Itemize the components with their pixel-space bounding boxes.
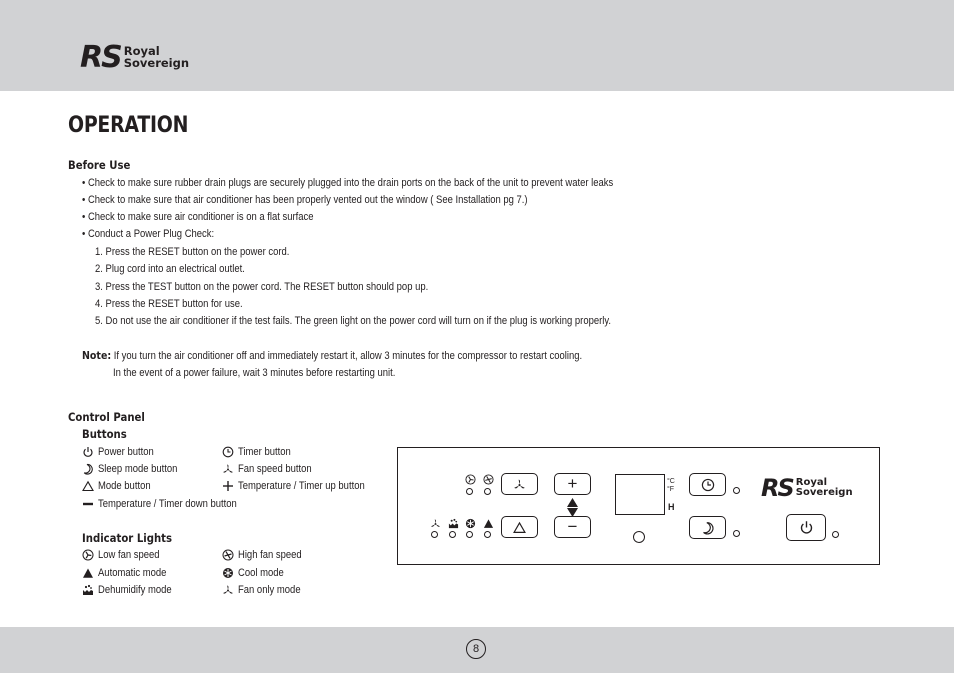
legend-auto: Automatic mode <box>81 565 177 581</box>
legend-down: Temperature / Timer down button <box>81 496 259 512</box>
moon-icon <box>81 462 95 476</box>
legend-mode: Mode button <box>81 478 159 494</box>
legend-fan-speed: Fan speed button <box>221 461 324 477</box>
brand-name: Royal Sovereign <box>123 44 190 70</box>
display-units: °C °F <box>667 478 675 493</box>
clock-icon <box>701 478 715 492</box>
led-display <box>615 474 665 515</box>
fan-speed-button[interactable] <box>501 473 538 495</box>
low-fan-speed-icon <box>81 548 95 562</box>
filled-triangle-icon <box>81 566 95 580</box>
buttons-heading: Buttons <box>82 427 127 441</box>
note-text-continued: In the event of a power failure, wait 3 minutes before restarting unit. <box>113 367 396 379</box>
clock-icon <box>221 445 235 459</box>
legend-low-fan: Low fan speed <box>81 547 170 563</box>
moon-icon <box>701 521 715 535</box>
low-fan-indicator-light <box>466 488 473 495</box>
water-drops-icon <box>81 583 95 597</box>
indicator-lights-heading: Indicator Lights <box>82 531 173 545</box>
filled-triangle-icon <box>482 517 494 529</box>
timer-button[interactable] <box>689 473 726 496</box>
control-panel-diagram <box>397 447 880 565</box>
display-hour-indicator: H <box>668 502 675 512</box>
high-fan-speed-icon <box>482 473 494 485</box>
plug-check-step: 5. Do not use the air conditioner if the test fails. The green light on the power cord will turn on if the plug is working properly. <box>95 315 612 327</box>
legend-power: Power button <box>81 444 163 460</box>
mode-button[interactable] <box>501 516 538 538</box>
plug-check-step: 2. Plug cord into an electrical outlet. <box>95 263 245 275</box>
snowflake-icon <box>464 517 476 529</box>
legend-fan-only: Fan only mode <box>221 582 311 598</box>
triangle-icon <box>81 479 95 493</box>
legend-timer: Timer button <box>221 444 299 460</box>
brand-logo <box>80 40 189 75</box>
plug-check-step: 1. Press the RESET button on the power cord. <box>95 246 290 258</box>
minus-icon <box>81 497 95 511</box>
triangle-icon <box>513 521 526 534</box>
note-line <box>82 349 582 363</box>
power-icon <box>81 445 95 459</box>
page-number: 8 <box>466 639 486 659</box>
before-use-bullet: • Check to make sure that air conditioner has been properly vented out the window ( See Installation pg 7.) <box>82 194 528 206</box>
snowflake-icon <box>221 566 235 580</box>
power-button[interactable] <box>786 514 826 541</box>
note-text: If you turn the air conditioner off and immediately restart it, allow 3 minutes for the compressor to restart cooling. <box>113 350 583 362</box>
fan-icon <box>429 517 441 529</box>
before-use-bullet: • Check to make sure air conditioner is on a flat surface <box>82 211 314 223</box>
dehumidify-indicator-light <box>449 531 456 538</box>
brand-name: Royal Sovereign <box>795 477 853 498</box>
cool-indicator-light <box>466 531 473 538</box>
power-indicator-light <box>832 531 839 538</box>
page-title: OPERATION <box>68 113 189 138</box>
fan-icon <box>513 478 526 491</box>
plug-check-step: 4. Press the RESET button for use. <box>95 298 243 310</box>
panel-brand-logo <box>761 474 853 502</box>
legend-dehumidify: Dehumidify mode <box>81 582 184 598</box>
temperature-up-button[interactable] <box>554 473 591 495</box>
low-fan-speed-icon <box>464 473 476 485</box>
remote-sensor <box>633 531 645 543</box>
high-fan-speed-icon <box>221 548 235 562</box>
auto-indicator-light <box>484 531 491 538</box>
before-use-heading: Before Use <box>68 158 131 172</box>
before-use-bullet: • Check to make sure rubber drain plugs are securely plugged into the drain ports on the back of the unit to prevent water leaks <box>82 177 614 189</box>
plus-icon <box>221 479 235 493</box>
temperature-down-button[interactable] <box>554 516 591 538</box>
fan-only-indicator-light <box>431 531 438 538</box>
before-use-bullet: • Conduct a Power Plug Check: <box>82 228 215 240</box>
plus-icon: + <box>567 474 578 493</box>
plug-check-step: 3. Press the TEST button on the power cord. The RESET button should pop up. <box>95 281 429 293</box>
legend-sleep: Sleep mode button <box>81 461 190 477</box>
note-label: Note: <box>82 349 112 362</box>
fan-icon <box>221 462 235 476</box>
high-fan-indicator-light <box>484 488 491 495</box>
power-icon <box>799 520 814 535</box>
minus-icon: − <box>567 517 578 536</box>
fan-icon <box>221 583 235 597</box>
legend-up: Temperature / Timer up button <box>221 478 385 494</box>
sleep-indicator-light <box>733 530 740 537</box>
legend-high-fan: High fan speed <box>221 547 312 563</box>
timer-indicator-light <box>733 487 740 494</box>
control-panel-heading: Control Panel <box>68 410 145 424</box>
water-drops-icon <box>447 517 459 529</box>
legend-cool: Cool mode <box>221 565 291 581</box>
sleep-button[interactable] <box>689 516 726 539</box>
brand-monogram: RS <box>80 40 121 75</box>
brand-monogram: RS <box>761 474 793 502</box>
